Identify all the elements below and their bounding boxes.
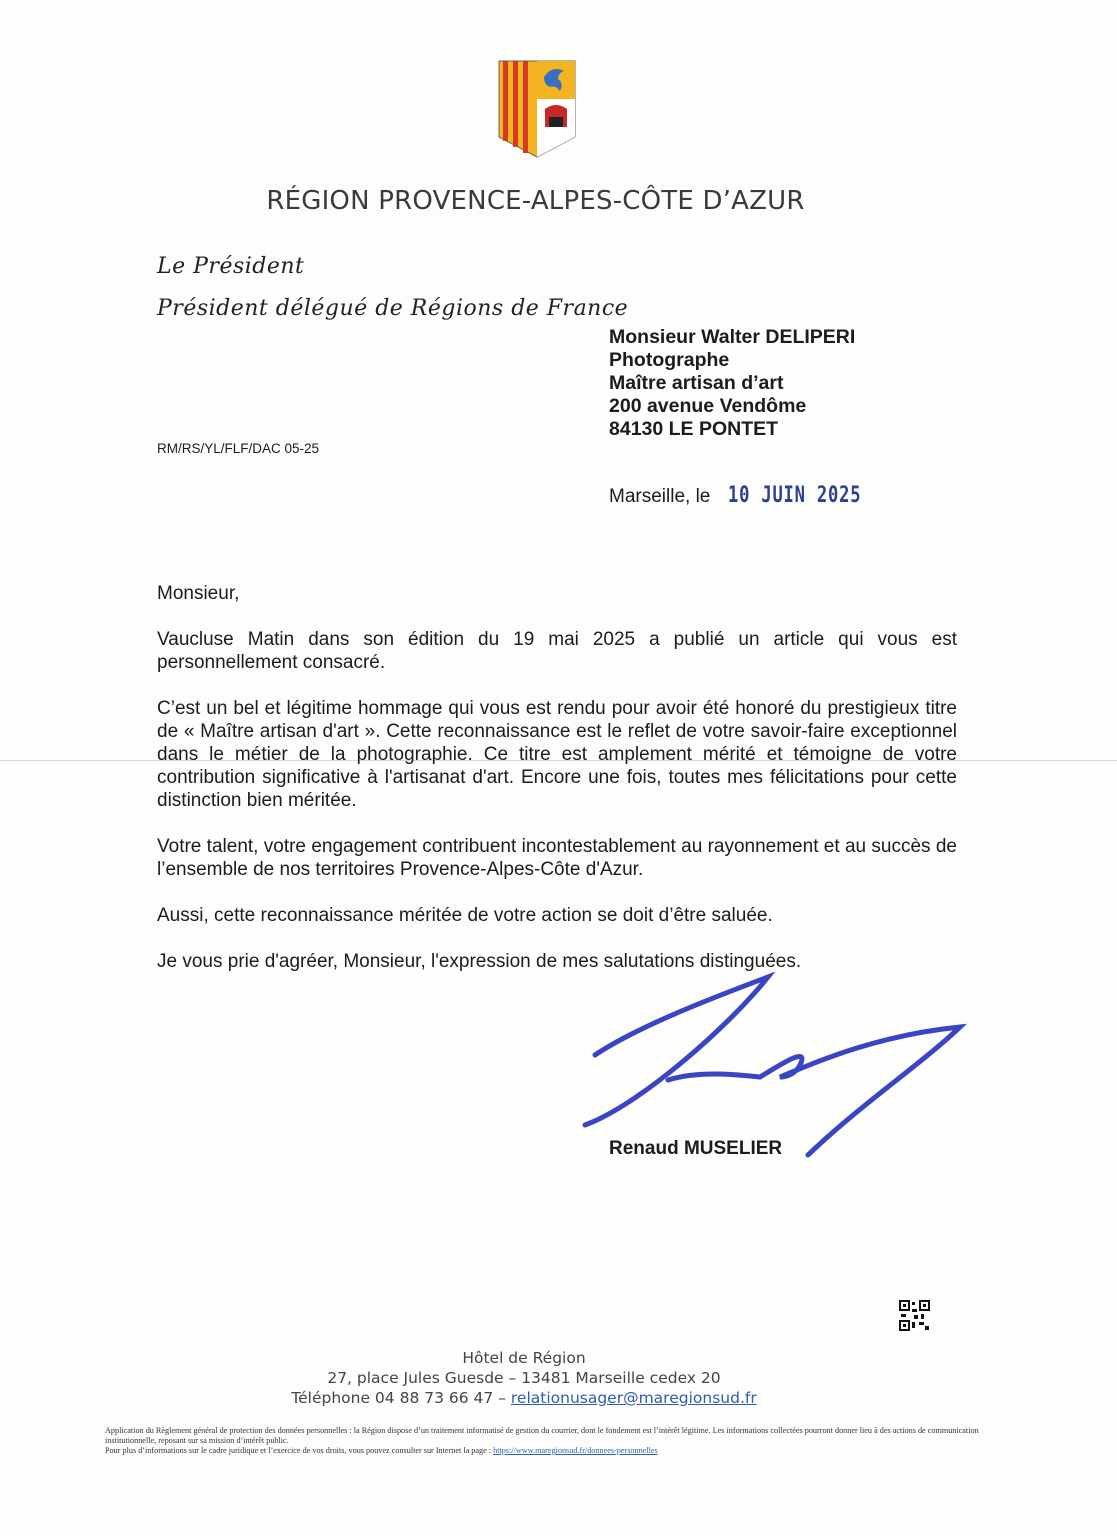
legal-link[interactable]: https://www.maregionsud.fr/donnees-personnelles [493,1446,658,1455]
legal-text-2 [105,1446,1015,1456]
footer-email-link[interactable]: relationusager@maregionsud.fr [510,1389,757,1407]
region-coat-of-arms-logo [497,59,577,159]
recipient-line: Photographe [609,349,730,371]
recipient-line: 200 avenue Vendôme [609,395,807,417]
sender-subtitle: Président délégué de Régions de France [157,296,629,321]
footer-line: Hôtel de Région [462,1349,586,1367]
body-paragraph: C’est un bel et légitime hommage qui vous est rendu pour avoir été honoré du prestigieux titre de « Maître artisan d'art ». Cette reconnaissance est le reflet de votre savoir-faire exceptionnel dans le métier de la photographie. Ce titre est amplement mérité et témoigne de votre contribution significative à l'artisanat d'art. Encore une fois, toutes mes félicitations pour cette distinction bien méritée. [157,698,957,811]
catalan-stripes [503,61,528,153]
legal-text: Application du Règlement général de protection des données personnelles : la Région dispose d’un traitement informatisé de gestion du courrier, dont le fondement est l’intérêt légitime. Les informations collectées pourront donner lieu à des actions de communication institutionnelle, reposant sur sa mission d’intérêt public. [105,1426,979,1445]
letter-footer [0,1348,1048,1408]
legal-text: Pour plus d’informations sur le cadre juridique et l’exercice de vos droits, vous pouvez consulter sur Internet la page : [105,1446,492,1455]
recipient-line: Monsieur Walter DELIPERI [609,326,856,348]
reference-code: RM/RS/YL/FLF/DAC 05-25 [157,441,320,456]
recipient-address [609,326,855,441]
date-stamp: 10 JUIN 2025 [728,483,862,508]
qr-code-icon [899,1300,930,1331]
handwritten-signature [580,965,980,1165]
date-line [609,483,899,508]
region-title: RÉGION PROVENCE-ALPES-CÔTE D’AZUR [266,186,805,216]
body-paragraph: Vaucluse Matin dans son édition du 19 mai 2025 a publié un article qui vous est personnellement consacré. [157,629,957,673]
body-paragraph: Aussi, cette reconnaissance méritée de votre action se doit d’être saluée. [157,905,773,926]
footer-contact [0,1388,1048,1408]
recipient-line: Maître artisan d’art [609,372,784,394]
body-paragraph: Votre talent, votre engagement contribuent incontestablement au rayonnement et au succès de l’ensemble de nos territoires Provence-Alpes-Côte d'Azur. [157,836,957,880]
salutation: Monsieur, [157,583,240,604]
sender-title: Le Président [157,254,305,279]
legal-notice [105,1426,1015,1456]
recipient-line: 84130 LE PONTET [609,418,779,440]
signer-name: Renaud MUSELIER [609,1138,783,1159]
letter-body [157,582,957,996]
footer-phone: Téléphone 04 88 73 66 47 – [291,1389,506,1407]
date-prefix: Marseille, le [609,486,711,507]
body-paragraph: Je vous prie d'agréer, Monsieur, l'expression de mes salutations distinguées. [157,951,802,972]
footer-line: 27, place Jules Guesde – 13481 Marseille cedex 20 [327,1369,721,1387]
